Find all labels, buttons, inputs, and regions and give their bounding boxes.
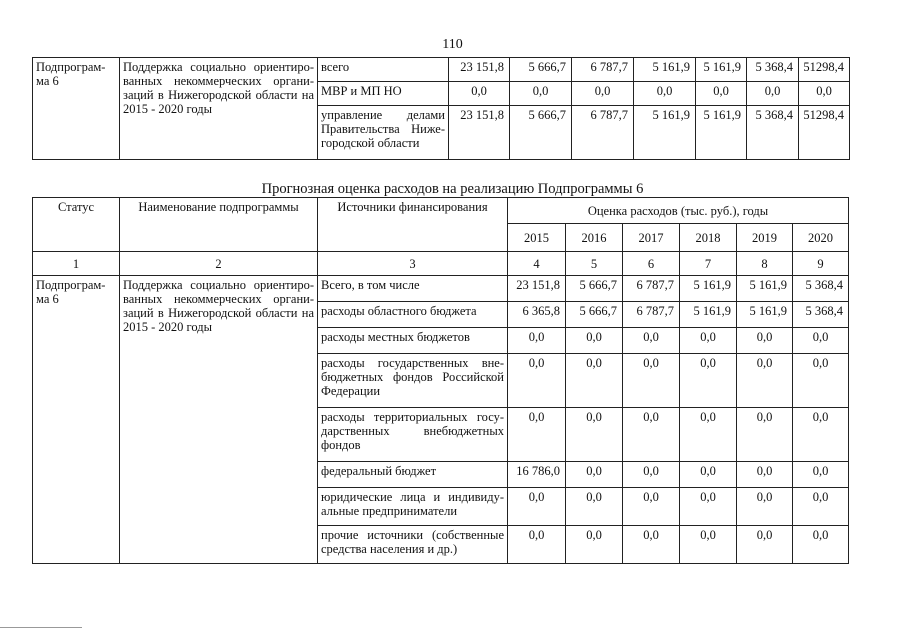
value-cell: 5 666,7 [510,58,572,82]
value-cell: 0,0 [696,82,747,106]
value-cell: 16 786,0 [508,462,566,488]
value-cell: 5 161,9 [696,58,747,82]
main-table [32,197,849,564]
value-cell: 0,0 [566,526,623,564]
table-caption: Прогнозная оценка расходов на реализацию Подпрограммы 6 [261,181,644,197]
value-cell: 0,0 [508,328,566,354]
value-cell: 51298,4 [799,58,850,82]
column-number: 9 [793,252,849,276]
source-label: расходы территориальных госу-дарственных внебюджетных фондов [318,408,508,462]
value-cell: 6 787,7 [623,302,680,328]
value-cell: 0,0 [793,526,849,564]
value-cell: 0,0 [680,328,737,354]
subprogram-name-cell: Поддержка социально ориентиро-ванных некоммерческих органи-заций в Нижегородской области на 2015 - 2020 годы [120,276,318,564]
value-cell: 5 161,9 [737,302,793,328]
value-cell: 0,0 [623,408,680,462]
value-cell: 0,0 [623,526,680,564]
value-cell: 5 161,9 [696,106,747,160]
value-cell: 5 368,4 [747,58,799,82]
source-label: прочие источники (собственные средства населения и др.) [318,526,508,564]
source-label: всего [318,58,449,82]
value-cell: 0,0 [680,354,737,408]
value-cell: 0,0 [747,82,799,106]
value-cell: 0,0 [508,408,566,462]
value-cell: 0,0 [566,408,623,462]
value-cell: 0,0 [793,354,849,408]
column-number: 2 [120,252,318,276]
value-cell: 0,0 [680,526,737,564]
value-cell: 5 161,9 [634,106,696,160]
value-cell: 5 161,9 [680,302,737,328]
footnote-divider [0,627,82,628]
value-cell: 0,0 [623,354,680,408]
value-cell: 0,0 [680,488,737,526]
header-row [33,198,849,224]
subprogram-name-cell: Поддержка социально ориентиро-ванных некоммерческих органи-заций в Нижегородской области на 2015 - 2020 годы [120,58,318,160]
value-cell: 0,0 [737,328,793,354]
value-cell: 23 151,8 [508,276,566,302]
value-cell: 6 787,7 [572,58,634,82]
page-number: 110 [442,37,463,52]
value-cell: 0,0 [508,354,566,408]
header-status: Статус [33,198,120,252]
value-cell: 5 666,7 [510,106,572,160]
value-cell: 0,0 [799,82,850,106]
source-label: Всего, в том числе [318,276,508,302]
column-number: 7 [680,252,737,276]
value-cell: 0,0 [566,488,623,526]
source-label: федеральный бюджет [318,462,508,488]
column-number: 1 [33,252,120,276]
value-cell: 23 151,8 [449,106,510,160]
value-cell: 0,0 [737,526,793,564]
value-cell: 5 368,4 [793,276,849,302]
value-cell: 5 368,4 [793,302,849,328]
value-cell: 0,0 [623,462,680,488]
header-year: 2020 [793,224,849,252]
source-label: юридические лица и индивиду-альные предприниматели [318,488,508,526]
value-cell: 0,0 [566,328,623,354]
value-cell: 0,0 [793,328,849,354]
table-row [33,276,849,302]
value-cell: 0,0 [623,328,680,354]
value-cell: 5 666,7 [566,302,623,328]
value-cell: 0,0 [793,462,849,488]
value-cell: 0,0 [680,462,737,488]
value-cell: 51298,4 [799,106,850,160]
column-number: 5 [566,252,623,276]
value-cell: 5 666,7 [566,276,623,302]
column-number: 4 [508,252,566,276]
value-cell: 0,0 [634,82,696,106]
value-cell: 23 151,8 [449,58,510,82]
header-year: 2019 [737,224,793,252]
column-number: 8 [737,252,793,276]
header-year: 2018 [680,224,737,252]
status-cell: Подпрограм-ма 6 [33,276,120,564]
value-cell: 0,0 [793,488,849,526]
column-number: 3 [318,252,508,276]
header-sources: Источники финансирования [318,198,508,252]
value-cell: 0,0 [510,82,572,106]
value-cell: 5 161,9 [737,276,793,302]
value-cell: 0,0 [572,82,634,106]
value-cell: 0,0 [680,408,737,462]
column-number: 6 [623,252,680,276]
header-year: 2015 [508,224,566,252]
header-estimate: Оценка расходов (тыс. руб.), годы [508,198,849,224]
value-cell: 5 161,9 [634,58,696,82]
header-year: 2017 [623,224,680,252]
table-row [33,58,850,82]
value-cell: 6 787,7 [623,276,680,302]
value-cell: 0,0 [449,82,510,106]
value-cell: 0,0 [566,462,623,488]
value-cell: 5 368,4 [747,106,799,160]
value-cell: 0,0 [737,354,793,408]
top-table [32,57,850,160]
column-number-row [33,252,849,276]
source-label: расходы государственных вне-бюджетных фондов Российской Федерации [318,354,508,408]
source-label: управление делами Правительства Ниже-городской области [318,106,449,160]
value-cell: 0,0 [737,462,793,488]
value-cell: 0,0 [737,408,793,462]
value-cell: 0,0 [737,488,793,526]
value-cell: 0,0 [566,354,623,408]
value-cell: 6 787,7 [572,106,634,160]
value-cell: 6 365,8 [508,302,566,328]
value-cell: 5 161,9 [680,276,737,302]
value-cell: 0,0 [793,408,849,462]
source-label: расходы местных бюджетов [318,328,508,354]
value-cell: 0,0 [623,488,680,526]
value-cell: 0,0 [508,526,566,564]
source-label: МВР и МП НО [318,82,449,106]
header-name: Наименование подпрограммы [120,198,318,252]
source-label: расходы областного бюджета [318,302,508,328]
header-year: 2016 [566,224,623,252]
value-cell: 0,0 [508,488,566,526]
status-cell: Подпрограм-ма 6 [33,58,120,160]
